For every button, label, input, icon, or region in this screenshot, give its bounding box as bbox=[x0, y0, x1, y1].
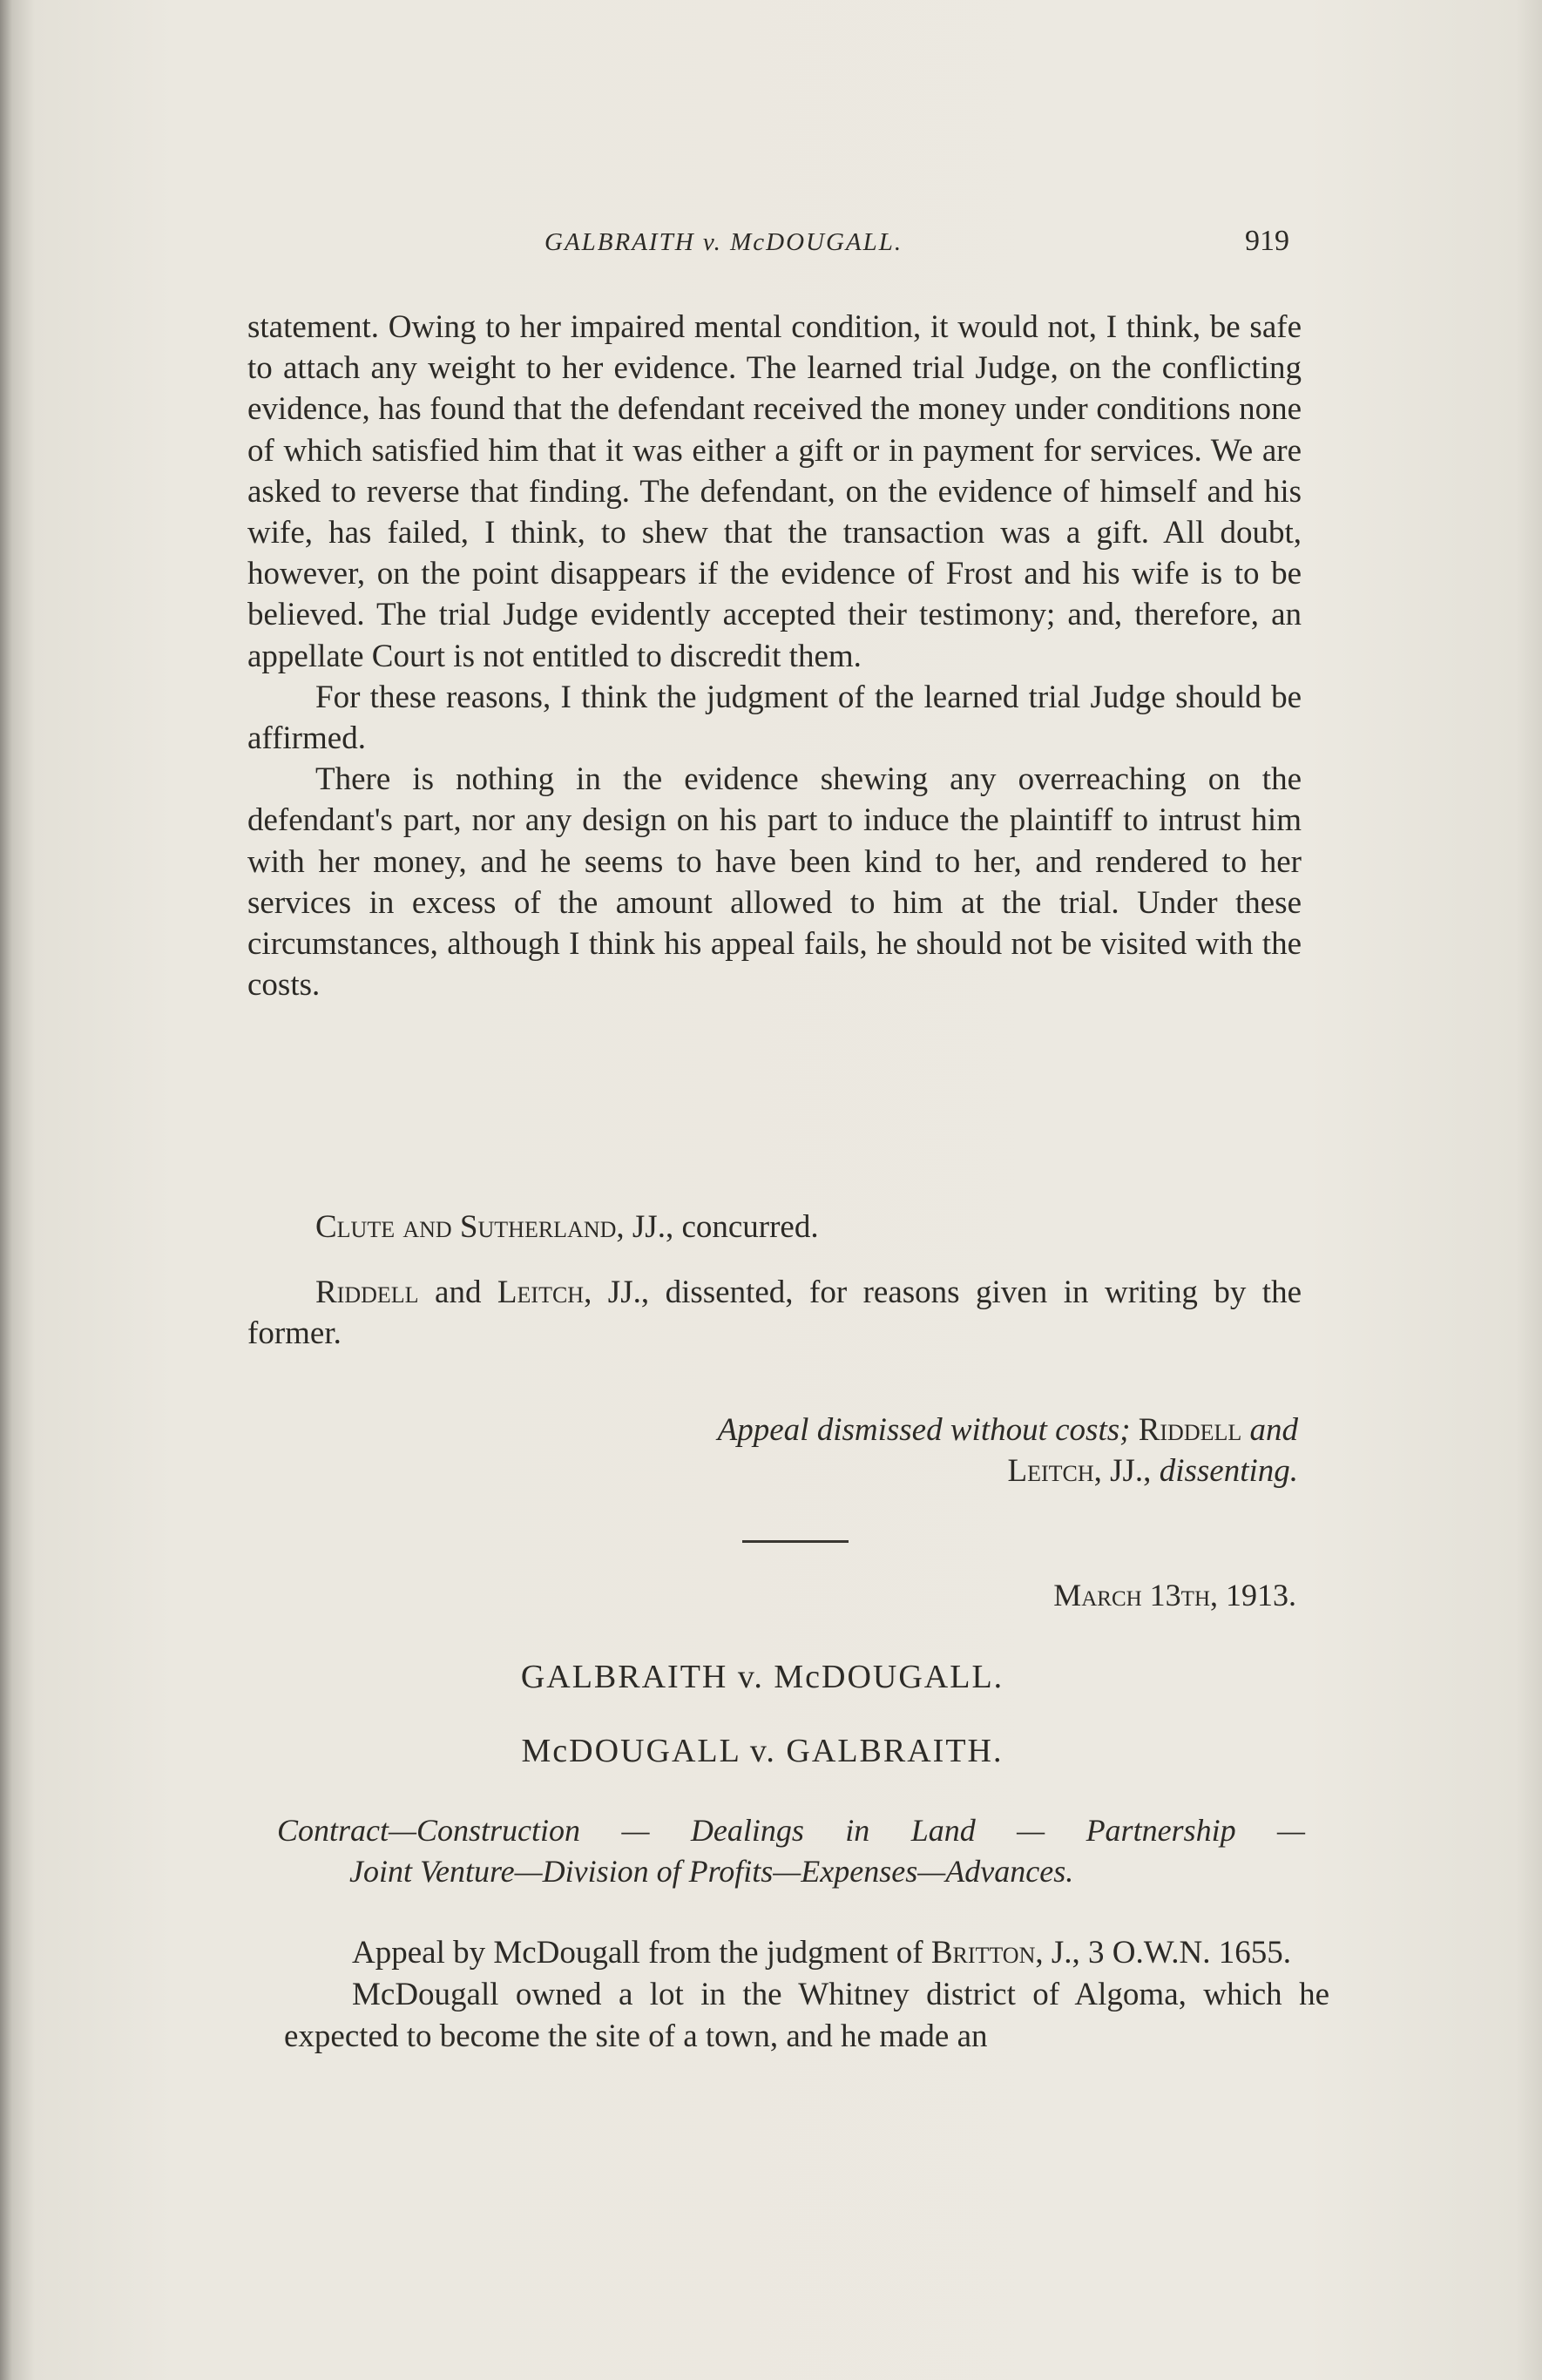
appeal-text-b: , J., 3 O.W.N. 1655. bbox=[1035, 1935, 1291, 1971]
disposition-name-2: Leitch bbox=[1007, 1453, 1094, 1489]
disposition-name-1: Riddell bbox=[1138, 1412, 1242, 1448]
appeal-text-a: Appeal by McDougall from the judgment of bbox=[352, 1935, 931, 1971]
disposition-italic-2: and bbox=[1249, 1412, 1298, 1448]
disposition-plain: , JJ., bbox=[1093, 1453, 1160, 1489]
headnote-line-2: Joint Venture—Division of Profits—Expenses—Advances. bbox=[349, 1854, 1074, 1889]
case-summary bbox=[284, 1932, 1329, 2058]
running-title: GALBRAITH v. McDOUGALL. bbox=[544, 228, 903, 256]
disposition bbox=[488, 1410, 1298, 1491]
dissenting-judge-2: Leitch bbox=[497, 1275, 585, 1311]
opinion-paragraph-1: statement. Owing to her impaired mental condition, it would not, I think, be safe to attach any weight to her evidence. The learned trial Judge, on the conflicting evidence, has found that the defendant received the money under conditions none of which satisfied him that it was either a gift or in payment for services. We are asked to reverse that finding. The defendant, on the evidence of himself and his wife, has failed, I think, to shew that the transaction was a gift. All doubt, however, on the point disappears if the evidence of Frost and his wife is to be believed. The trial Judge evidently accepted their testimony; and, therefore, an appellate Court is not entitled to discredit them. bbox=[247, 309, 1302, 674]
page-number: 919 bbox=[1245, 225, 1289, 257]
dissent-and: and bbox=[418, 1275, 497, 1311]
disposition-italic-3: dissenting. bbox=[1159, 1453, 1298, 1489]
section-divider bbox=[742, 1540, 849, 1543]
dissent-text: , JJ., dissented, for reasons given in writing by the former. bbox=[247, 1275, 1302, 1352]
opinion-paragraph-2: For these reasons, I think the judgment of the learned trial Judge should be affirmed. bbox=[247, 679, 1302, 757]
judges-notes bbox=[247, 1207, 1302, 1355]
opinion-paragraph-3: There is nothing in the evidence shewing any overreaching on the defendant's part, nor any design on his part to induce the plaintiff to intrust him with her money, and he seems to have been kind to her, and rendered to her services in excess of the amount allowed to him at the trial. Under these circumstances, although I think his appeal fails, he should not be visited with the costs. bbox=[247, 761, 1302, 1004]
facts-paragraph: McDougall owned a lot in the Whitney district of Algoma, which he expected to become the site of a town, and he made an bbox=[284, 1977, 1329, 2054]
disposition-italic-1: Appeal dismissed without costs; bbox=[717, 1412, 1131, 1448]
concurrence-line bbox=[247, 1207, 1302, 1247]
appeal-judge: Britton bbox=[930, 1935, 1036, 1971]
case-title-1: GALBRAITH v. McDOUGALL. bbox=[520, 1659, 1004, 1695]
headnote-line-1: Contract—Construction — Dealings in Land — Partnership — bbox=[277, 1813, 1305, 1848]
decision-date: March 13th, 1913. bbox=[1053, 1578, 1296, 1613]
opinion-text bbox=[247, 307, 1302, 1005]
case-title-2: McDOUGALL v. GALBRAITH. bbox=[521, 1733, 1004, 1769]
appeal-statement bbox=[284, 1932, 1329, 1974]
concurrence-text: , JJ., concurred. bbox=[616, 1209, 819, 1245]
dissenting-judge-1: Riddell bbox=[315, 1275, 419, 1311]
running-header bbox=[287, 225, 1289, 272]
dissent-line bbox=[247, 1272, 1302, 1354]
concurring-judges: Clute and Sutherland bbox=[315, 1209, 617, 1245]
headnote bbox=[277, 1810, 1305, 1892]
